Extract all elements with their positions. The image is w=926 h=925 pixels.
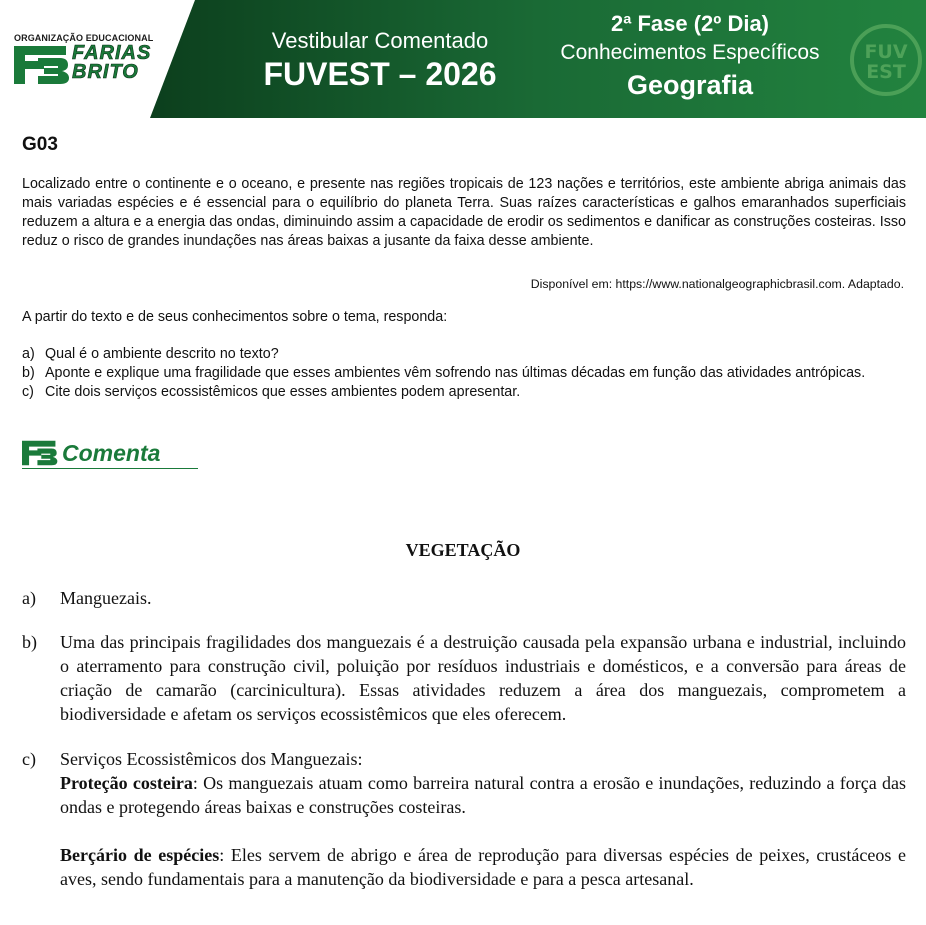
answer-item-c-body [60,747,906,891]
question-item-a [22,345,906,364]
answer-c-service-2 [60,843,906,891]
header-subtitle: Vestibular Comentado [271,28,489,53]
seal-text-top: FUV [864,41,908,63]
question-id: G03 [22,134,58,155]
header-phase: 2ª Fase (2º Dia) [610,11,770,36]
question-item-text: Aponte e explique uma fragilidade que esses ambientes vêm sofrendo nas últimas décadas em função das atividades antrópicas. [45,365,866,381]
service-2-label: Berçário de espécies [60,845,220,865]
header-section: Conhecimentos Específicos [560,41,820,64]
answer-item-b [22,630,906,726]
answer-item-letter: a) [22,588,36,608]
answer-c-intro: Serviços Ecossistêmicos dos Manguezais: [60,749,363,769]
page-header [0,0,926,118]
question-item-letter: c) [22,384,34,400]
question-item-b [22,364,906,383]
answer-item-text: Uma das principais fragilidades dos manguezais é a destruição causada pela expansão urbana e industrial, incluindo o aterramento para construção civil, poluição por resíduos industriais e domésticos, e a conversão para áreas de criação de camarão (carcinicultura). Essas atividades reduzem a área dos manguezais, comprometem a biodiversidade e afetam os serviços ecossistêmicos que eles oferecem. [60,632,906,724]
comenta-divider [22,468,198,469]
question-item-letter: b) [22,365,35,381]
fuvest-seal-icon [848,22,924,98]
comenta-label: Comenta [62,440,161,466]
answer-item-text: Manguezais. [60,588,152,608]
comenta-logo [22,438,200,472]
logo-line-brito: BRITO [72,61,139,83]
question-source: Disponível em: https://www.nationalgeographicbrasil.com. Adaptado. [530,277,904,291]
header-subject: Geografia [626,70,754,100]
fb-logo-icon [14,46,70,84]
answer-item-letter: b) [22,632,37,652]
answer-c-service-1 [60,771,906,819]
service-1-label: Proteção costeira [60,773,193,793]
question-item-text: Qual é o ambiente descrito no texto? [45,346,279,362]
answer-item-a [22,586,906,610]
service-1-text: : Os manguezais atuam como barreira natural contra a erosão e inundações, reduzindo a força das ondas e protegendo áreas baixas e construções costeiras. [60,773,906,817]
seal-text-bottom: EST [866,61,906,83]
service-2-text: : Eles servem de abrigo e área de reprodução para diversas espécies de peixes, crustáceos e aves, sendo fundamentais para a manutenção da biodiversidade e para a pesca artesanal. [60,845,906,889]
question-text: Localizado entre o continente e o oceano, e presente nas regiões tropicais de 123 nações e territórios, este ambiente abriga animais das mais variadas espécies e é essencial para o equilíbrio do planeta Terra. Suas raízes características e galhos emaranhados superficiais reduzem a altura e a energia das ondas, diminuindo assim a capacidade de erodir os sedimentos e danificar as construções costeiras. Isso reduz o risco de grandes inundações nas áreas baixas a jusante da faixa desse ambiente. [22,176,906,249]
header-title: FUVEST – 2026 [263,56,497,92]
question-prompt: A partir do texto e de seus conhecimentos sobre o tema, responda: [22,309,448,325]
logo-wordmark [72,44,151,82]
answer-item-letter: c) [22,749,36,769]
logo-organization-text: ORGANIZAÇÃO EDUCACIONAL [14,33,154,43]
answer-title: VEGETAÇÃO [405,540,521,560]
question-item-c [22,383,906,402]
logo-line-farias: FARIAS [72,42,152,64]
question-item-letter: a) [22,346,35,362]
question-items [22,345,906,402]
answer-item-c [22,747,906,891]
question-item-text: Cite dois serviços ecossistêmicos que esses ambientes podem apresentar. [45,384,521,400]
fb-logo-icon [22,440,58,466]
